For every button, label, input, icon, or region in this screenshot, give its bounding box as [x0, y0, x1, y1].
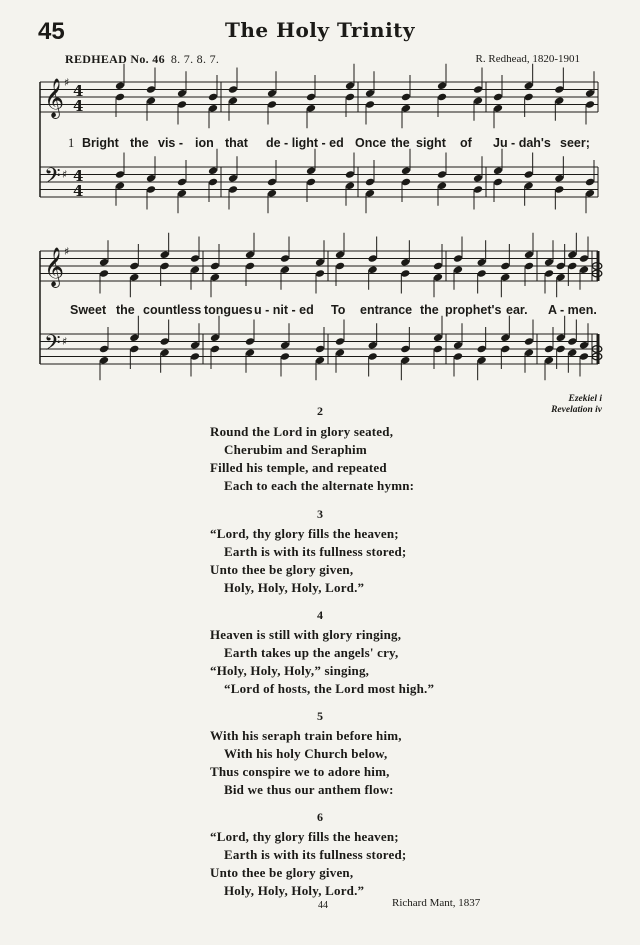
sharp-icon: ♯: [62, 335, 68, 348]
scripture-ref: Revelation iv: [551, 405, 602, 415]
lyric-syllable: Bright: [82, 136, 119, 150]
music-score: [0, 0, 640, 400]
lyric-syllable: ear.: [506, 303, 528, 317]
verse-line: Each to each the alternate hymn:: [224, 478, 415, 493]
lyric-syllable: To: [331, 303, 346, 317]
lyric-syllable: Sweet: [70, 303, 107, 317]
time-signature: 4: [73, 82, 84, 100]
verse-number: 3: [317, 507, 323, 521]
lyric-syllable: countless: [143, 303, 202, 317]
hymn-title: The Holy Trinity: [224, 18, 416, 42]
composer: R. Redhead, 1820-1901: [475, 53, 580, 65]
scripture-ref: Ezekiel i: [568, 394, 602, 404]
lyric-syllable: seer;: [560, 136, 590, 150]
verse-line: Earth takes up the angels' cry,: [224, 645, 399, 660]
verse-line: Holy, Holy, Holy, Lord.”: [224, 580, 365, 595]
verse-line: Thus conspire we to adore him,: [210, 764, 390, 779]
verse-number: 2: [317, 404, 323, 418]
meter: 8. 7. 8. 7.: [170, 52, 220, 66]
lyric-syllable: that: [225, 136, 248, 150]
time-signature: 4: [73, 167, 84, 185]
verse-line: Filled his temple, and repeated: [210, 460, 387, 475]
verse-line: “Holy, Holy, Holy,” singing,: [210, 663, 370, 678]
verse-line: Unto thee be glory given,: [210, 562, 354, 577]
verse-line: Bid we thus our anthem flow:: [224, 782, 394, 797]
time-signature: 4: [73, 97, 84, 115]
lyric-syllable: de - light - ed: [266, 136, 344, 150]
lyric-syllable: tongues: [204, 303, 253, 317]
lyric-syllable: sight: [416, 136, 446, 150]
verse-number: 5: [317, 709, 323, 723]
lyric-syllable: ion: [195, 136, 214, 150]
verse-line: Cherubim and Seraphim: [224, 442, 367, 457]
verse-line: Unto thee be glory given,: [210, 865, 354, 880]
sharp-icon: ♯: [64, 245, 70, 258]
verse-number: 6: [317, 810, 323, 824]
verse-line: Earth is with its fullness stored;: [224, 847, 407, 862]
sharp-icon: ♯: [64, 76, 70, 89]
verse-line: “Lord, thy glory fills the heaven;: [210, 526, 399, 541]
verse-line: Holy, Holy, Holy, Lord.”: [224, 883, 365, 898]
lyric-syllable: the: [116, 303, 135, 317]
verse-number: 4: [317, 608, 323, 622]
verse-marker: 1: [68, 136, 75, 150]
text-author: Richard Mant, 1837: [392, 897, 481, 909]
bass-clef-icon: 𝄢: [44, 164, 61, 194]
verse-line: Earth is with its fullness stored;: [224, 544, 407, 559]
hymn-number: 45: [38, 18, 65, 45]
treble-clef-icon: 𝄞: [44, 247, 65, 287]
verse-line: Round the Lord in glory seated,: [210, 424, 394, 439]
lyric-syllable: the: [391, 136, 410, 150]
lyric-syllable: entrance: [360, 303, 413, 317]
verse-line: Heaven is still with glory ringing,: [210, 627, 402, 642]
verse-line: “Lord of hosts, the Lord most high.”: [224, 681, 435, 696]
lyric-syllable: u - nit - ed: [254, 303, 314, 317]
bass-clef-icon: 𝄢: [44, 331, 61, 361]
treble-clef-icon: 𝄞: [44, 78, 65, 118]
time-signature: 4: [73, 182, 84, 200]
sharp-icon: ♯: [62, 168, 68, 181]
verse-line: With his holy Church below,: [224, 746, 388, 761]
lyric-syllable: A - men.: [548, 303, 597, 317]
lyric-syllable: Once: [355, 136, 387, 150]
lyric-syllable: the: [420, 303, 439, 317]
lyric-syllable: of: [460, 136, 472, 150]
lyric-syllable: prophet's: [445, 303, 502, 317]
verse-line: With his seraph train before him,: [210, 728, 402, 743]
tune-name: REDHEAD No. 46: [65, 52, 165, 66]
lyric-syllable: Ju - dah's: [493, 136, 551, 150]
page-number: 44: [318, 900, 328, 911]
lyric-syllable: the: [130, 136, 149, 150]
verse-line: “Lord, thy glory fills the heaven;: [210, 829, 399, 844]
lyric-syllable: vis -: [158, 136, 184, 150]
